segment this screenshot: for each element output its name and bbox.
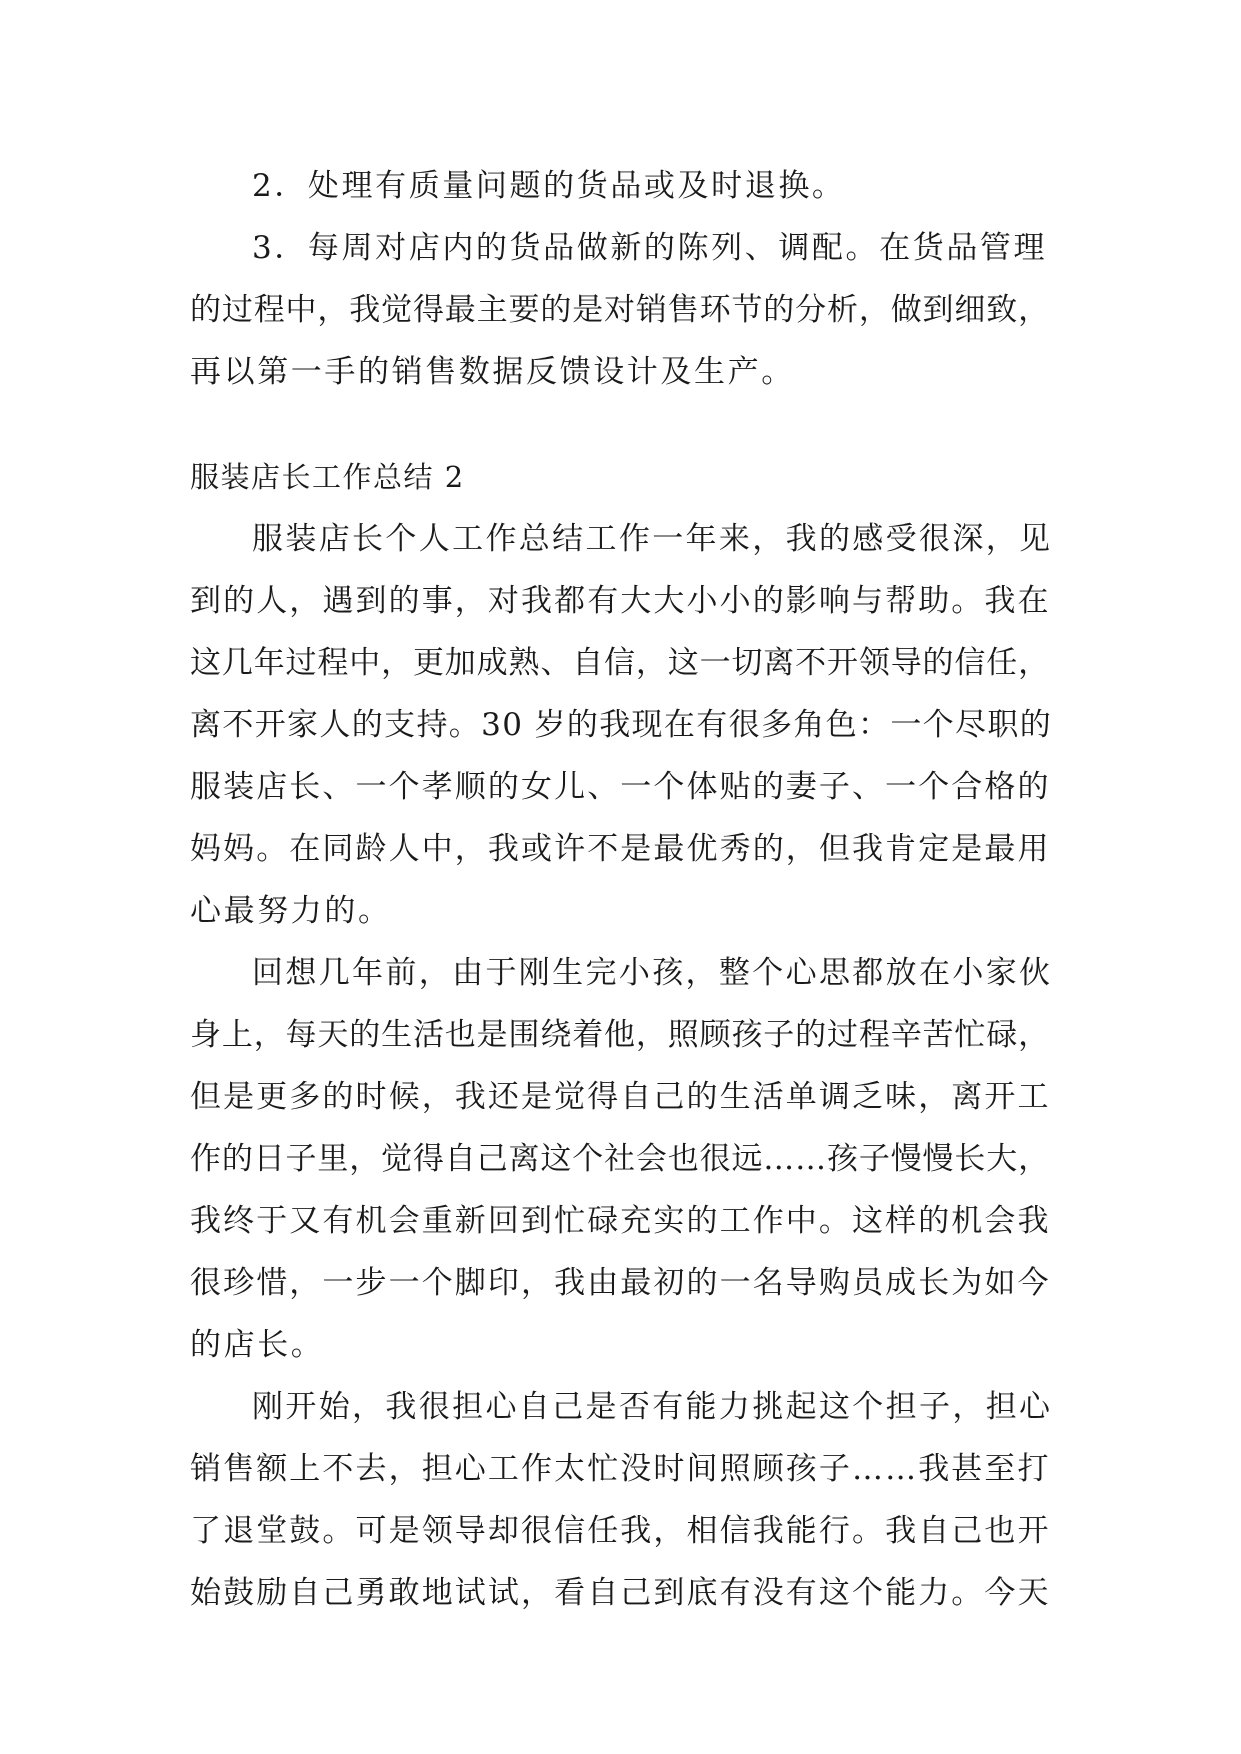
paragraph-line: 妈妈。在同龄人中，我或许不是最优秀的，但我肯定是最用: [190, 831, 1051, 867]
paragraph-line: 了退堂鼓。可是领导却很信任我，相信我能行。我自己也开: [190, 1513, 1051, 1549]
list-item-2: 2．处理有质量问题的货品或及时退换。: [252, 168, 846, 204]
paragraph-line: 心最努力的。: [190, 893, 392, 929]
paragraph-line: 身上，每天的生活也是围绕着他，照顾孩子的过程辛苦忙碌，: [190, 1017, 1050, 1053]
paragraph-line: 但是更多的时候，我还是觉得自己的生活单调乏味，离开工: [190, 1079, 1051, 1115]
paragraph-2: [190, 942, 1052, 1376]
paragraph-line: 离不开家人的支持。30 岁的我现在有很多角色：一个尽职的: [190, 707, 1053, 743]
paragraph-line: 回想几年前，由于刚生完小孩，整个心思都放在小家伙: [252, 955, 1053, 991]
section-2: [190, 446, 1052, 1624]
paragraph-line: 销售额上不去，担心工作太忙没时间照顾孩子……我甚至打: [190, 1451, 1051, 1487]
paragraph-line: 服装店长、一个孝顺的女儿、一个体贴的妻子、一个合格的: [190, 769, 1051, 805]
paragraph-line: 的过程中，我觉得最主要的是对销售环节的分析，做到细致，: [190, 292, 1050, 328]
paragraph-line: 再以第一手的销售数据反馈设计及生产。: [190, 354, 795, 390]
paragraph-1: [190, 508, 1052, 942]
section-heading: 服装店长工作总结 2: [190, 460, 465, 494]
top-section: [190, 155, 1052, 403]
paragraph-line: 我终于又有机会重新回到忙碌充实的工作中。这样的机会我: [190, 1203, 1051, 1239]
paragraph-3: [190, 1376, 1052, 1624]
paragraph-line: 作的日子里，觉得自己离这个社会也很远……孩子慢慢长大，: [190, 1141, 1050, 1177]
paragraph-line: 这几年过程中，更加成熟、自信，这一切离不开领导的信任，: [190, 645, 1050, 681]
paragraph-line: 到的人，遇到的事，对我都有大大小小的影响与帮助。我在: [190, 583, 1051, 619]
paragraph-line: 始鼓励自己勇敢地试试，看自己到底有没有这个能力。今天: [190, 1575, 1051, 1611]
paragraph-line: 很珍惜，一步一个脚印，我由最初的一名导购员成长为如今: [190, 1265, 1051, 1301]
paragraph-line: 的店长。: [190, 1327, 325, 1363]
list-item-3: 3．每周对店内的货品做新的陈列、调配。在货品管理: [252, 230, 1048, 266]
paragraph-line: 服装店长个人工作总结工作一年来，我的感受很深，见: [252, 521, 1053, 557]
paragraph-line: 刚开始，我很担心自己是否有能力挑起这个担子，担心: [252, 1389, 1053, 1425]
